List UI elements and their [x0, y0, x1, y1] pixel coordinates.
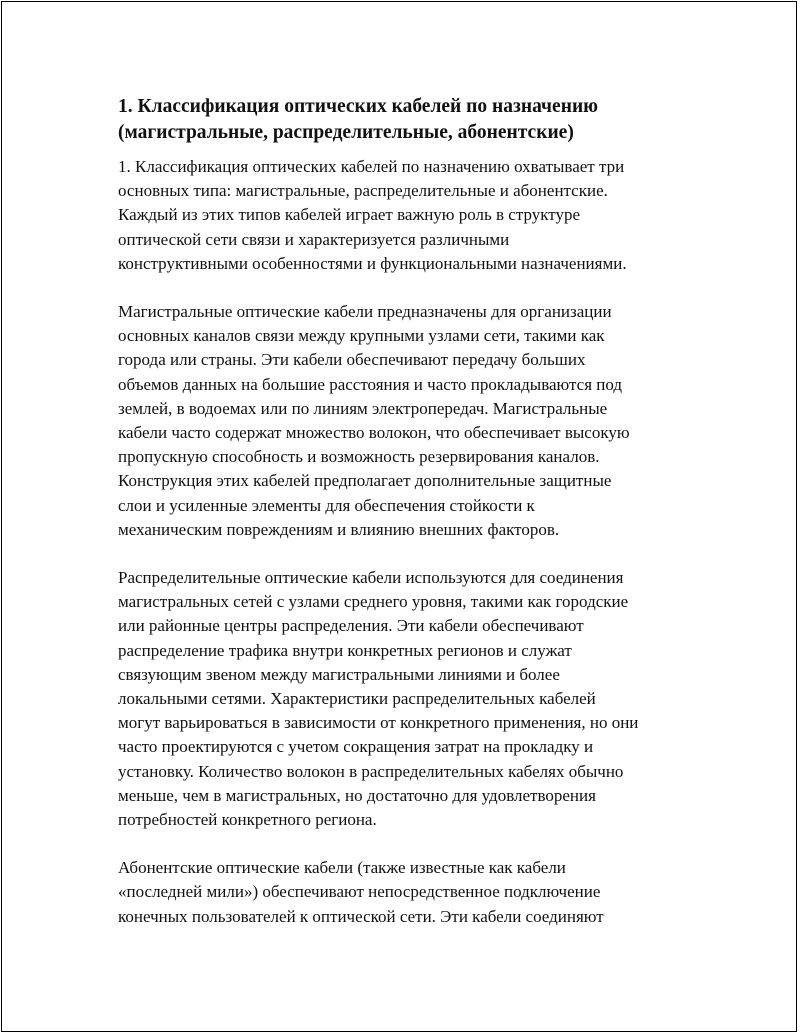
text-line: потребностей конкретного региона. — [118, 810, 377, 830]
text-line: землей, в водоемах или по линиям электропередач. Магистральные — [118, 398, 608, 418]
text-line: «последней мили») обеспечивают непосредственное подключение — [118, 882, 601, 902]
heading-line: 1. Классификация оптических кабелей по назначению — [118, 96, 599, 117]
text-line: основных типа: магистральные, распределительные и абонентские. — [118, 181, 608, 201]
text-line: кабели часто содержат множество волокон, что обеспечивает высокую — [118, 423, 630, 443]
text-line: могут варьироваться в зависимости от конкретного применения, но они — [118, 713, 639, 733]
text-line: города или страны. Эти кабели обеспечивают передачу больших — [118, 350, 586, 370]
text-line: магистральных сетей с узлами среднего уровня, такими как городские — [118, 592, 629, 612]
text-line: слои и усиленные элементы для обеспечения стойкости к — [118, 495, 535, 515]
heading-line: (магистральные, распределительные, абонентские) — [118, 122, 574, 143]
text-line: Абонентские оптические кабели (также известные как кабели — [118, 858, 566, 878]
text-line: Конструкция этих кабелей предполагает дополнительные защитные — [118, 471, 612, 491]
paragraph-subscriber — [118, 856, 683, 929]
text-line: локальными сетями. Характеристики распределительных кабелей — [118, 689, 596, 709]
text-line: конструктивными особенностями и функциональными назначениями. — [118, 253, 627, 273]
text-line: распределение трафика внутри конкретных регионов и служат — [118, 640, 572, 660]
text-line: Распределительные оптические кабели используются для соединения — [118, 568, 624, 588]
text-line: или районные центры распределения. Эти кабели обеспечивают — [118, 616, 584, 636]
text-line: установку. Количество волокон в распределительных кабелях обычно — [118, 761, 624, 781]
text-line: связующим звеном между магистральными линиями и более — [118, 664, 560, 684]
text-line: объемов данных на большие расстояния и часто прокладываются под — [118, 374, 623, 394]
text-line: основных каналов связи между крупными узлами сети, такими как — [118, 326, 605, 346]
text-line: часто проектируются с учетом сокращения затрат на прокладку и — [118, 737, 594, 757]
document-body — [118, 94, 683, 953]
text-line: оптической сети связи и характеризуется различными — [118, 229, 510, 249]
text-line: Каждый из этих типов кабелей играет важную роль в структуре — [118, 205, 581, 225]
text-line: механическим повреждениям и влиянию внешних факторов. — [118, 519, 560, 539]
text-line: Магистральные оптические кабели предназначены для организации — [118, 302, 612, 322]
paragraph-distribution — [118, 566, 683, 832]
paragraph-intro — [118, 155, 683, 276]
text-line: пропускную способность и возможность резервирования каналов. — [118, 447, 600, 467]
section-heading — [118, 94, 683, 146]
text-line: 1. Классификация оптических кабелей по назначению охватывает три — [118, 157, 625, 176]
text-line: меньше, чем в магистральных, но достаточно для удовлетворения — [118, 785, 596, 805]
text-line: конечных пользователей к оптической сети. Эти кабели соединяют — [118, 906, 604, 926]
paragraph-backbone — [118, 300, 683, 542]
